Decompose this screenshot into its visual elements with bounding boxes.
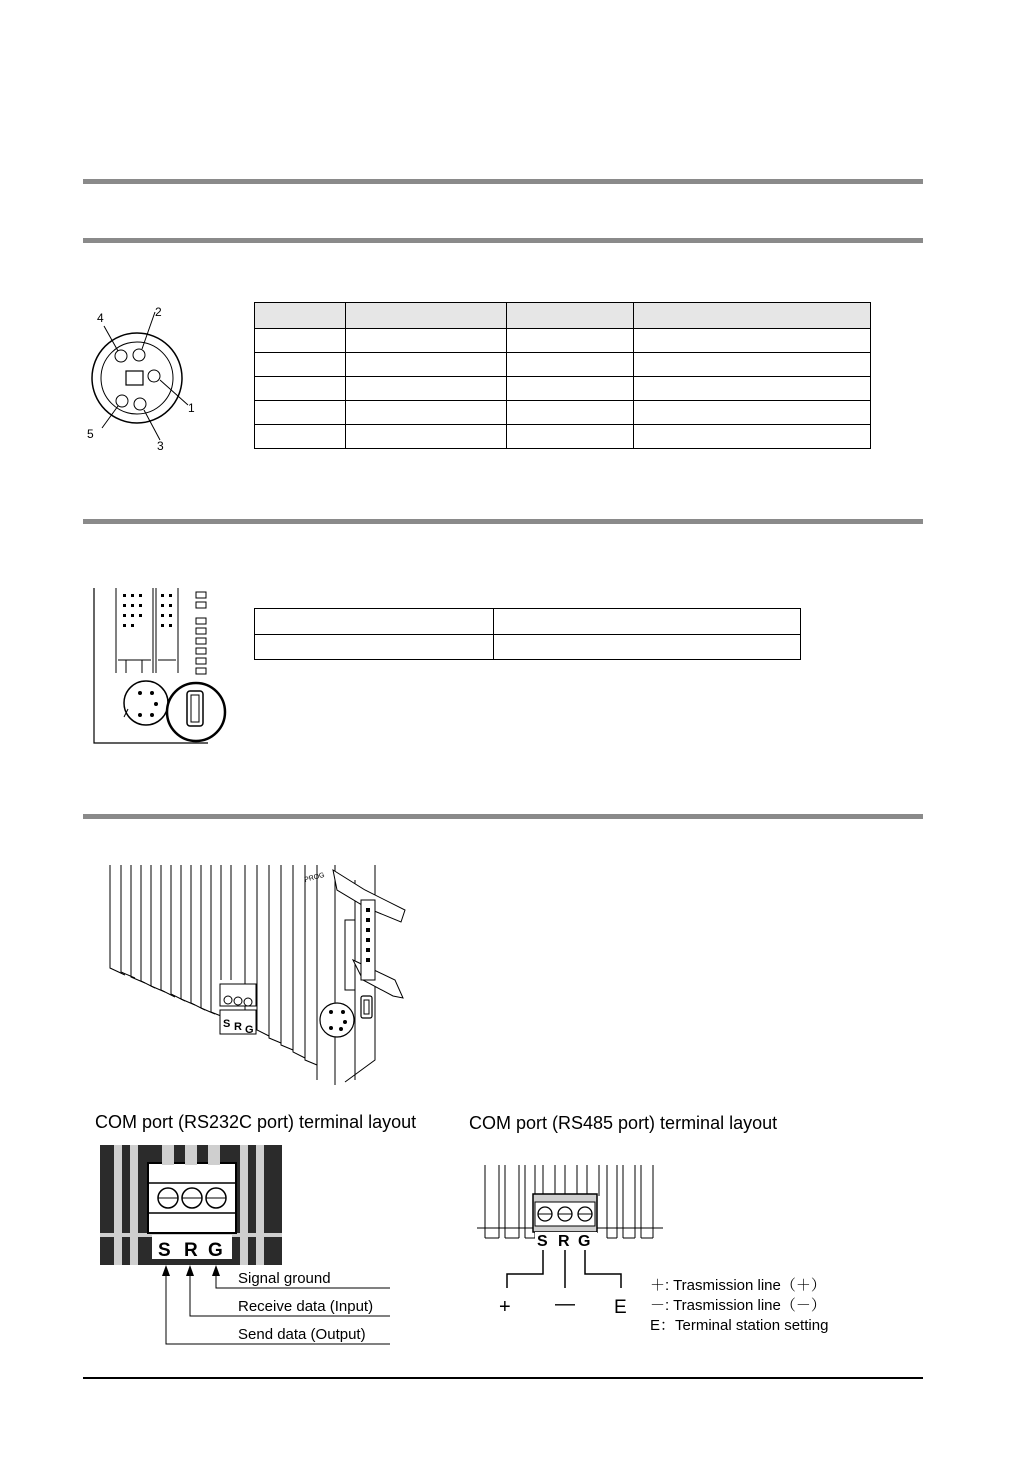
rs485-legend-plus: ＋: Trasmission line（＋） [650, 1277, 826, 1294]
rs485-terminal-diagram [475, 1160, 665, 1320]
rs485-terminal-g: G [578, 1233, 591, 1250]
com-port-unit-figure [105, 860, 415, 1085]
section-rule-usb-port [83, 519, 923, 524]
section-rule-com-port [83, 814, 923, 819]
prog-label: PROG [303, 871, 326, 884]
rs232c-terminal-r: R [184, 1240, 198, 1261]
tool-port-pin-table [254, 302, 871, 449]
table-row [255, 425, 871, 449]
table-row [255, 635, 801, 660]
pin-label-2: 2 [155, 305, 162, 319]
table-header-row [255, 303, 871, 329]
table-row [255, 401, 871, 425]
tool-port-connector-figure [80, 300, 200, 460]
table-row [255, 329, 871, 353]
table-row [255, 609, 801, 635]
rs485-terminal-s: S [537, 1233, 548, 1250]
rs232c-terminal-g: G [208, 1240, 223, 1261]
pin-label-1: 1 [188, 401, 195, 415]
table-row [255, 377, 871, 401]
usb-port-figure [90, 588, 235, 748]
section-rule-tool-port [83, 238, 923, 243]
usb-port-table [254, 608, 801, 660]
send-data-label: Send data (Output) [238, 1326, 366, 1343]
signal-ground-label: Signal ground [238, 1270, 331, 1287]
pin-label-3: 3 [157, 439, 164, 453]
rs485-legend-minus: －: Trasmission line（－） [650, 1297, 826, 1314]
rs485-wire-e: E [614, 1297, 627, 1318]
table-row [255, 353, 871, 377]
page-footer-rule [83, 1377, 923, 1379]
rs485-legend-e: E：Terminal station setting [650, 1317, 829, 1334]
receive-data-label: Receive data (Input) [238, 1298, 374, 1315]
pin-label-5: 5 [87, 427, 94, 441]
unit-terminal-label-s: S [223, 1018, 231, 1030]
unit-terminal-label-r: R [234, 1021, 242, 1033]
unit-terminal-label-g: G [245, 1024, 254, 1036]
rs232c-terminal-s: S [158, 1240, 171, 1261]
pin-label-4: 4 [97, 311, 104, 325]
rs485-terminal-r: R [558, 1233, 570, 1250]
rs232c-caption: COM port (RS232C port) terminal layout [95, 1112, 417, 1132]
rs485-wire-plus: + [499, 1296, 511, 1318]
section-rule-top [83, 179, 923, 184]
rs485-wire-minus: — [555, 1293, 575, 1315]
rs485-caption: COM port (RS485 port) terminal layout [469, 1113, 778, 1133]
